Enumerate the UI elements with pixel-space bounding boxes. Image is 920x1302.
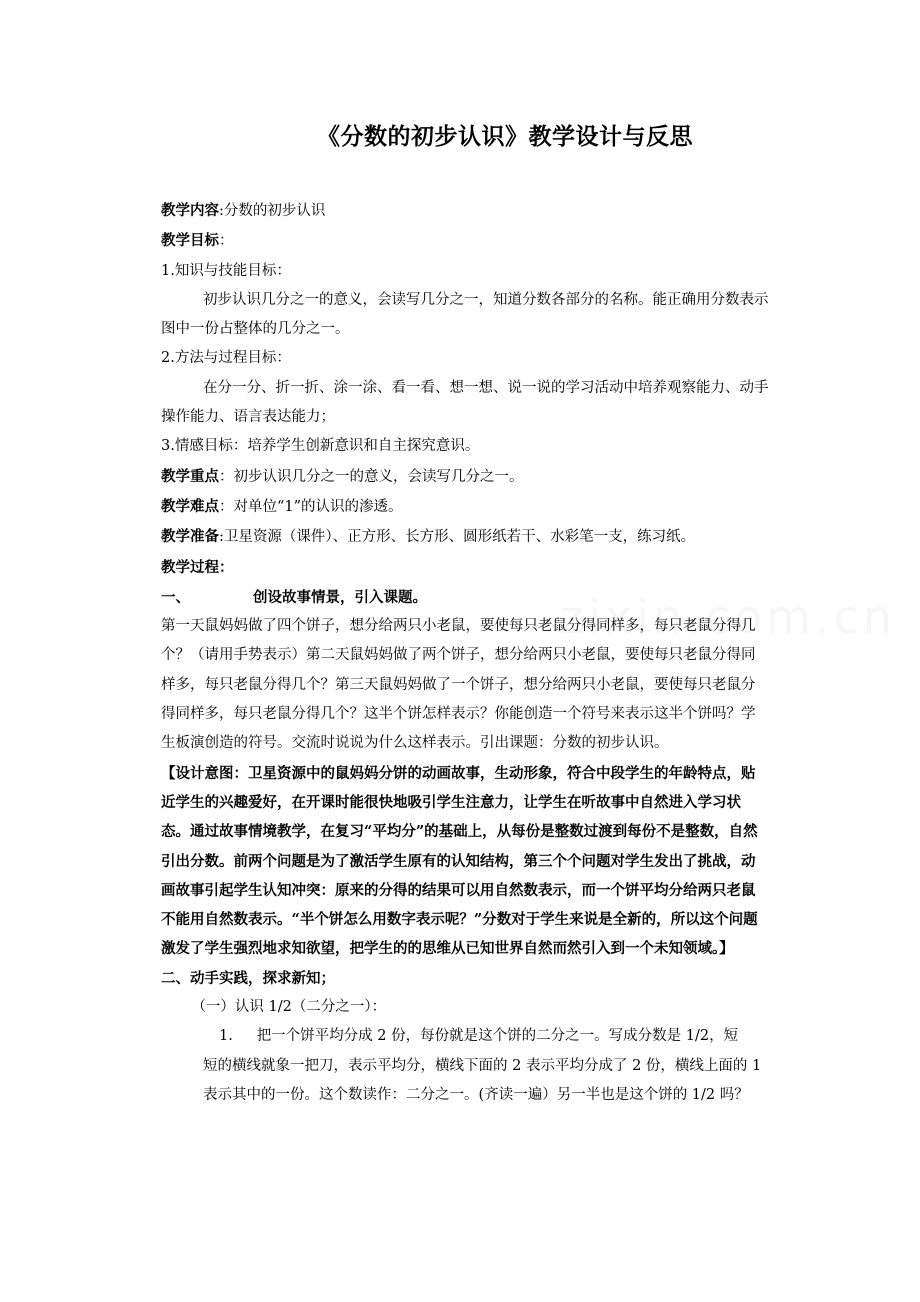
goal2-head: 2.方法与过程目标： [161,350,291,367]
content-value: :分数的初步认识 [219,203,326,219]
goal1-text: 初步认识几分之一的意义，会读写几分之一，知道分数各部分的名称。能正确用分数表示图中一份占整体的几分之一。 [161,291,769,338]
section1-title: 创设故事情景，引入课题。 [253,588,427,606]
key-value: ：初步认识几分之一的意义，会读写几分之一。 [219,468,524,485]
section2-heading: 二、动手实践，探求新知； [161,969,335,987]
content-line [161,196,769,226]
goal3: 3.情感目标：培养学生创新意识和自主探究意识。 [161,438,480,455]
item1-first-line [161,1022,769,1051]
prep-line [161,522,769,552]
goal1-head: 1.知识与技能目标： [161,262,291,279]
prep-value: :卫星资源（课件）、正方形、长方形、圆形纸若干、水彩笔一支，练习纸。 [219,529,696,546]
document-title: 《分数的初步认识》教学设计与反思 [317,123,693,150]
difficulty-value: ：对单位“1”的认识的渗透。 [219,498,403,515]
watermark [560,590,896,644]
goals-line [161,226,769,256]
story-paragraph: 第一天鼠妈妈做了四个饼子，想分给两只小老鼠，要使每只老鼠分得同样多，每只老鼠分得几个？（请用手势表示）第二天鼠妈妈做了两个饼子，想分给两只小老鼠，要使每只老鼠分得同样多，每只老鼠分得几个？第三天鼠妈妈做了一个饼子，想分给两只小老鼠，要使每只老鼠分得同样多，每只老鼠分得几个？这半个饼怎样表示？你能创造一个符号来表示这半个饼吗？学生板演创造的符号。交流时说说为什么这样表示。引出课题：分数的初步认识。 [161,618,756,752]
difficulty-line [161,492,769,522]
goals-label: 教学目标 [161,232,219,250]
process-suffix: ： [219,558,234,576]
subsection1-heading: （一）认识 1/2（二分之一）： [191,999,387,1016]
difficulty-label: 教学难点 [161,497,219,515]
process-line [161,553,769,583]
content-label: 教学内容 [161,202,219,219]
goal2-text: 在分一分、折一折、涂一涂、看一看、想一想、说一说的学习活动中培养观察能力、动手操作能力、语言表达能力； [161,379,769,426]
item1-continued: 短的横线就象一把刀，表示平均分，横线下面的 2 表示平均分成了 2 份，横线上面的 1 表示其中的一份。这个数读作：二分之一。(齐读一遍）另一半也是这个饼的 1/2 吗？ [203,1057,762,1103]
design-intent: 【设计意图：卫星资源中的鼠妈妈分饼的动画故事，生动形象，符合中段学生的年龄特点，贴近学生的兴趣爱好，在开课时能很快地吸引学生注意力，让学生在听故事中自然进入学习状态。通过故事情境教学，在复习“平均分”的基础上，从每份是整数过渡到每份不是整数，自然引出分数。前两个问题是为了激活学生原有的认知结构，第三个个问题对学生发出了挑战，动画故事引起学生认知冲突：原来的分得的结果可以用自然数表示，而一个饼平均分给两只老鼠不能用自然数表示。“半个饼怎么用数字表示呢？”分数对于学生来说是全新的，所以这个问题激发了学生强烈地求知欲望，把学生的的思维从已知世界自然而然引入到一个未知领域。】 [161,764,758,958]
goals-suffix: ： [219,233,234,250]
prep-label: 教学准备 [161,528,219,546]
key-line [161,462,769,492]
item1-first-text: 把一个饼平均分成 2 份，每份就是这个饼的二分之一。写成分数是 1/2，短 [256,1028,739,1045]
item1-number: 1. [219,1028,233,1045]
process-label: 教学过程 [161,558,219,576]
section1-number: 一、 [161,588,190,606]
key-label: 教学重点 [161,467,219,485]
document-body [161,196,769,1110]
